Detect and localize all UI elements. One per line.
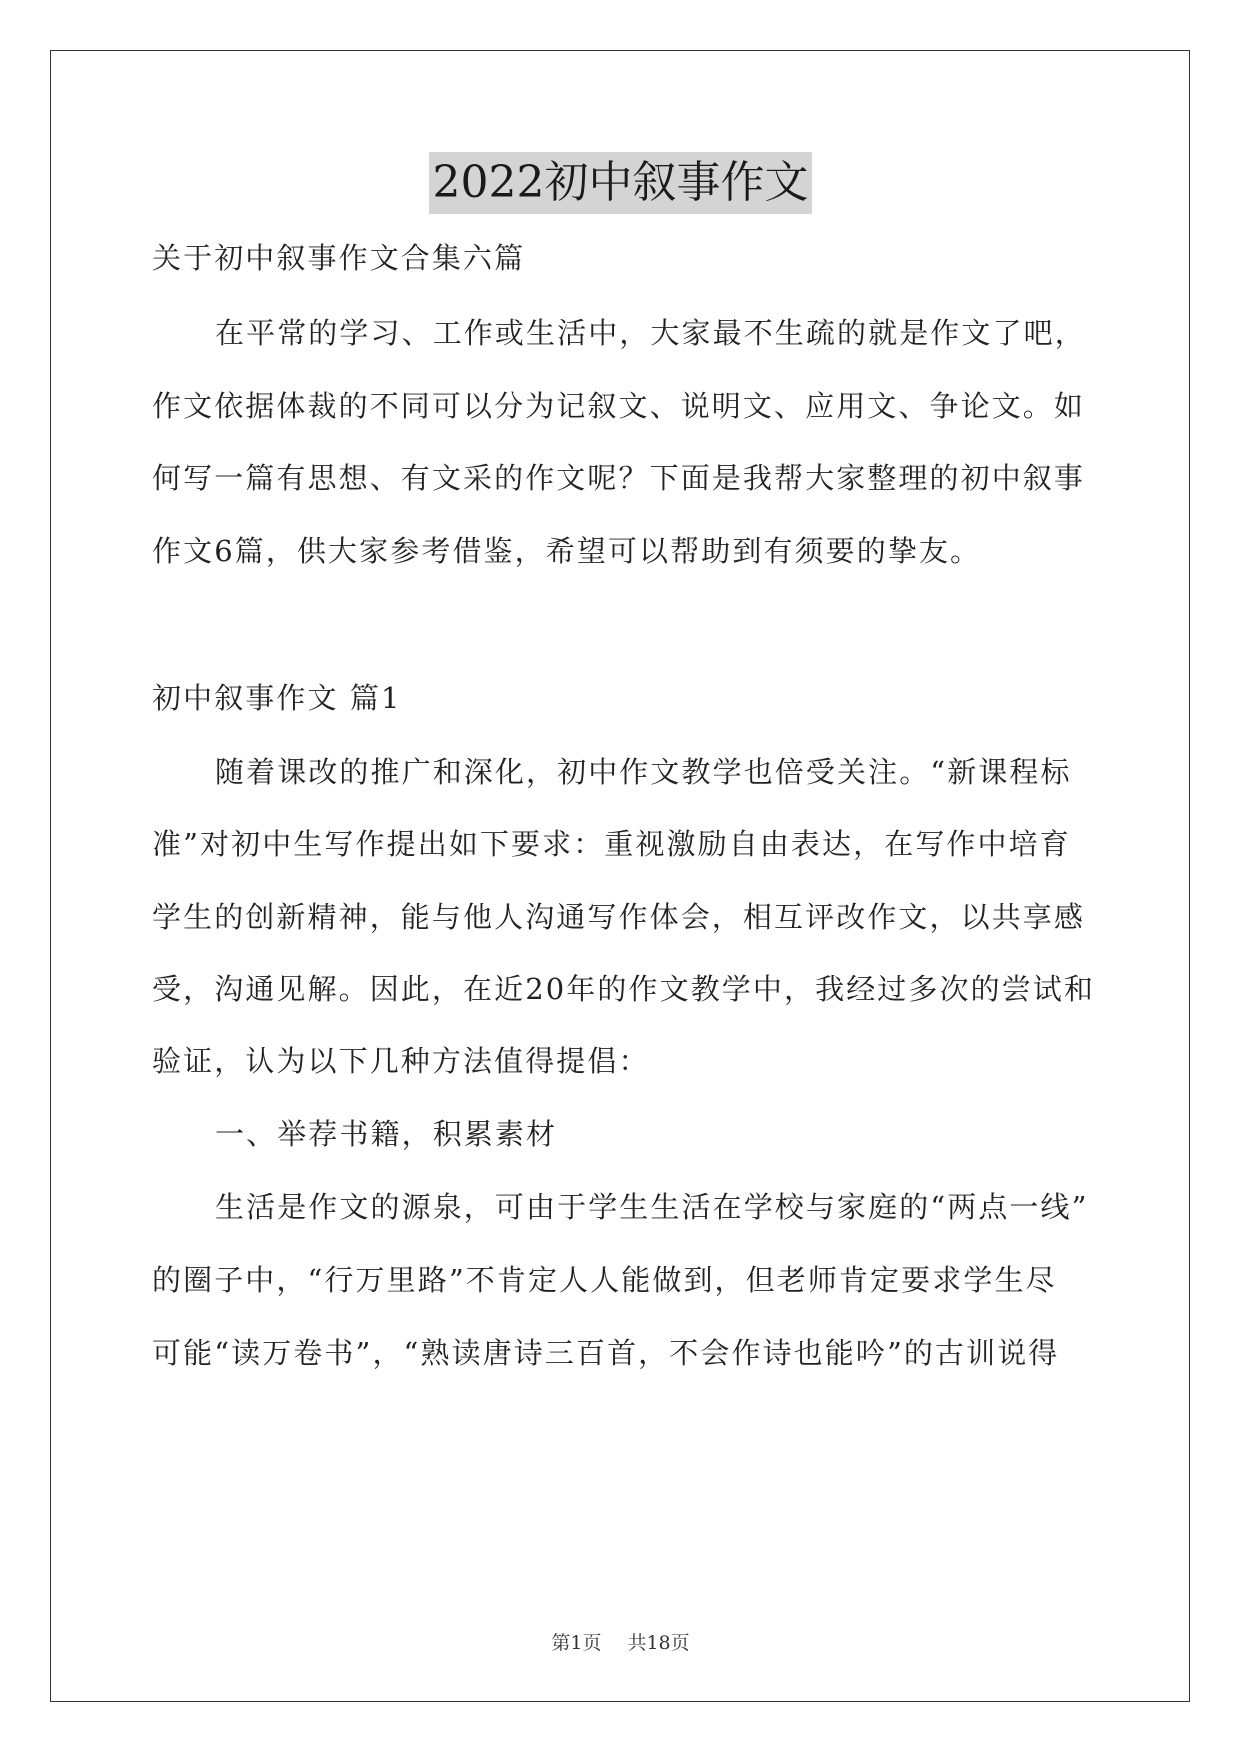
body-line: 受，沟通见解。因此，在近20年的作文教学中，我经过多次的尝试和 [152,972,1096,1006]
page-border [50,50,1190,1702]
intro-line: 在平常的学习、工作或生活中，大家最不生疏的就是作文了吧， [215,316,1086,350]
body-line: 准”对初中生写作提出如下要求：重视激励自由表达，在写作中培育 [152,827,1071,861]
intro-line: 何写一篇有思想、有文采的作文呢？下面是我帮大家整理的初中叙事 [152,461,1086,495]
body-line: 验证，认为以下几种方法值得提倡： [152,1044,650,1078]
subheading-line: 一、举荐书籍，积累素材 [215,1117,558,1151]
body-line: 的圈子中，“行万里路”不肯定人人能做到，但老师肯定要求学生尽 [152,1263,1057,1297]
page-footer [0,1630,1241,1656]
body-line: 随着课改的推广和深化，初中作文教学也倍受关注。“新课程标 [215,755,1072,789]
section-heading: 初中叙事作文 篇1 [152,681,402,715]
intro-line: 作文依据体裁的不同可以分为记叙文、说明文、应用文、争论文。如 [152,389,1086,423]
document-subtitle: 关于初中叙事作文合集六篇 [152,241,526,275]
body-line: 生活是作文的源泉，可由于学生生活在学校与家庭的“两点一线” [215,1190,1089,1224]
page-total: 共18页 [627,1632,690,1654]
body-line: 可能“读万卷书”，“熟读唐诗三百首，不会作诗也能吟”的古训说得 [152,1336,1060,1370]
page-number: 第1页 [551,1632,602,1654]
document-title: 2022初中叙事作文 [429,152,813,214]
body-line: 学生的创新精神，能与他人沟通写作体会，相互评改作文，以共享感 [152,900,1086,934]
intro-line: 作文6篇，供大家参考借鉴，希望可以帮助到有须要的挚友。 [152,534,982,568]
title-container [0,152,1241,214]
